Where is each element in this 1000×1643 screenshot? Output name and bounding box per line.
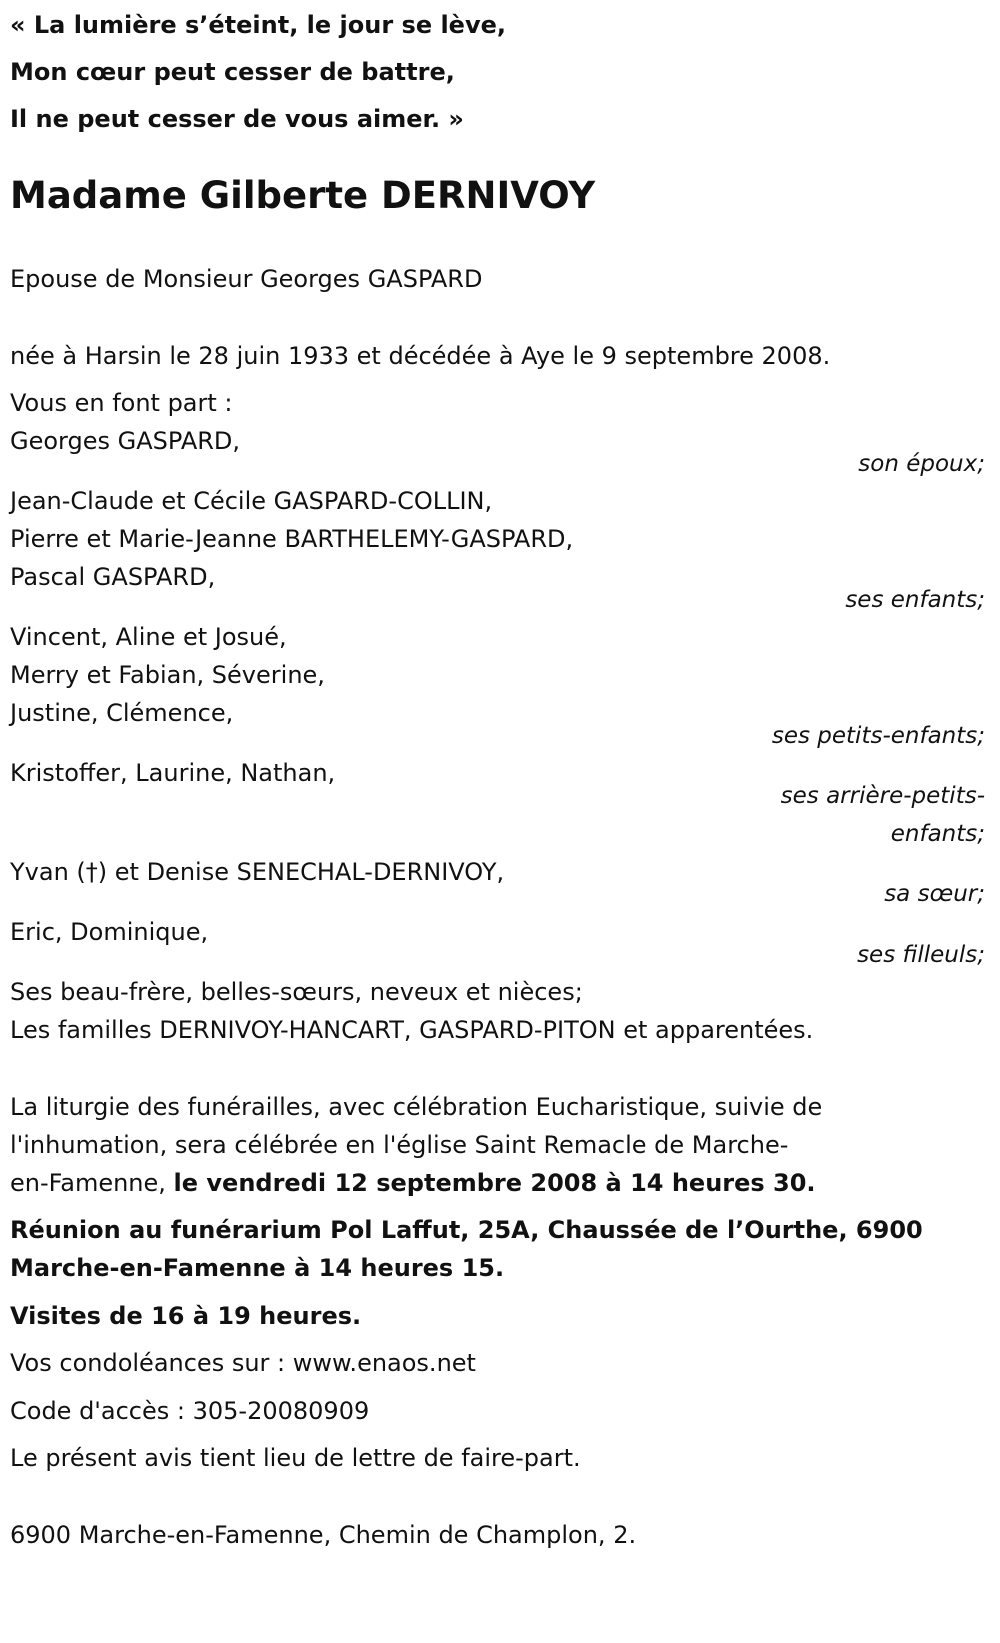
others-line-1: Ses beau-frère, belles-sœurs, neveux et nièces; — [10, 978, 583, 1006]
family-name: Merry et Fabian, Séverine, — [10, 661, 325, 689]
family-name: Justine, Clémence, — [10, 699, 234, 727]
deceased-name: Madame Gilberte DERNIVOY — [10, 174, 596, 217]
family-name: Jean-Claude et Cécile GASPARD-COLLIN, — [10, 487, 493, 515]
others-line-2: Les familles DERNIVOY-HANCART, GASPARD-PITON et apparentées. — [10, 1016, 814, 1044]
address-line: 6900 Marche-en-Famenne, Chemin de Champlon, 2. — [10, 1521, 637, 1549]
access-code-line: Code d'accès : 305-20080909 — [10, 1397, 370, 1425]
spouse-line: Epouse de Monsieur Georges GASPARD — [10, 265, 483, 293]
notice-line: Le présent avis tient lieu de lettre de faire-part. — [10, 1444, 581, 1472]
family-name: Pierre et Marie-Jeanne BARTHELEMY-GASPARD, — [10, 525, 574, 553]
relation-label: ses enfants; — [845, 587, 985, 613]
family-name: Yvan (†) et Denise SENECHAL-DERNIVOY, — [10, 858, 505, 886]
family-name: Georges GASPARD, — [10, 427, 241, 455]
poem-line-1: « La lumière s’éteint, le jour se lève, — [10, 11, 506, 39]
intro-line: Vous en font part : — [10, 389, 233, 417]
poem-line-2: Mon cœur peut cesser de battre, — [10, 58, 455, 86]
relation-label: ses petits-enfants; — [771, 723, 985, 749]
family-name: Vincent, Aline et Josué, — [10, 623, 287, 651]
meeting-line-2: Marche-en-Famenne à 14 heures 15. — [10, 1254, 505, 1282]
meeting-line-1: Réunion au funérarium Pol Laffut, 25A, Chaussée de l’Ourthe, 6900 — [10, 1216, 923, 1244]
family-name: Pascal GASPARD, — [10, 563, 216, 591]
funeral-line-3 — [10, 1168, 816, 1198]
poem-line-3: Il ne peut cesser de vous aimer. » — [10, 105, 464, 133]
funeral-date: le vendredi 12 septembre 2008 à 14 heures 30. — [173, 1169, 816, 1197]
family-name: Kristoffer, Laurine, Nathan, — [10, 759, 336, 787]
relation-label: ses filleuls; — [857, 942, 985, 968]
relation-label: son époux; — [858, 451, 985, 477]
relation-label: sa sœur; — [884, 881, 985, 907]
funeral-line-3-text: en-Famenne, — [10, 1169, 174, 1197]
birth-death-line: née à Harsin le 28 juin 1933 et décédée à Aye le 9 septembre 2008. — [10, 342, 831, 370]
relation-label: enfants; — [890, 821, 985, 847]
family-name: Eric, Dominique, — [10, 918, 209, 946]
relation-label: ses arrière-petits- — [780, 783, 985, 809]
funeral-line-2: l'inhumation, sera célébrée en l'église Saint Remacle de Marche- — [10, 1131, 789, 1159]
visits-line: Visites de 16 à 19 heures. — [10, 1302, 362, 1330]
condolences-line: Vos condoléances sur : www.enaos.net — [10, 1349, 476, 1377]
funeral-line-1: La liturgie des funérailles, avec célébration Eucharistique, suivie de — [10, 1093, 823, 1121]
